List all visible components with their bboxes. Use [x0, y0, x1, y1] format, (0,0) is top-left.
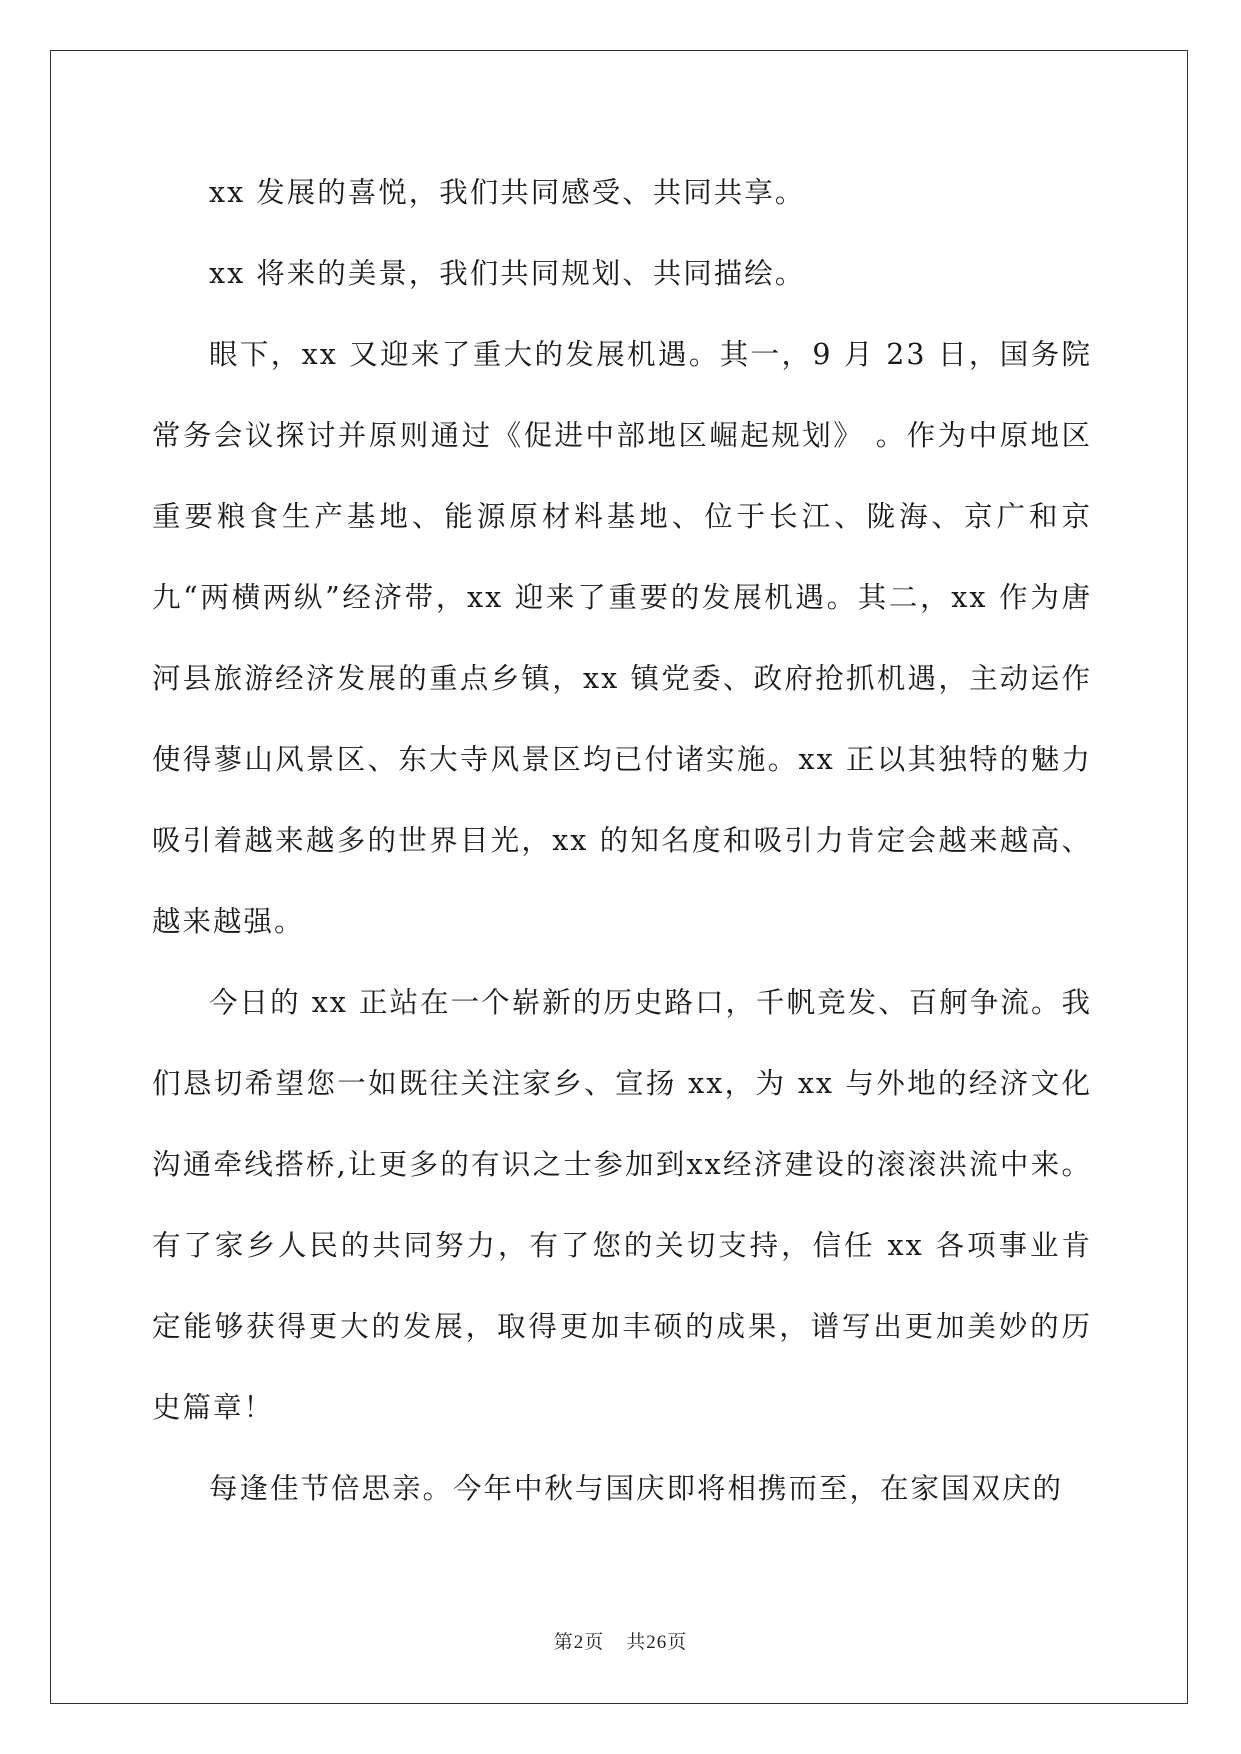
paragraph-3: 眼下，xx 又迎来了重大的发展机遇。其一，9 月 23 日，国务院常务会议探讨并原则通过《促进中部地区崛起规划》 。作为中原地区重要粮食生产基地、能源原材料基地、位于长江、陇海、京广和京九“两横两纵”经济带，xx 迎来了重要的发展机遇。其二，xx 作为唐河县旅游经济发展的重点乡镇，xx 镇党委、政府抢抓机遇，主动运作使得蓼山风景区、东大寺风景区均已付诸实施。xx 正以其独特的魅力吸引着越来越多的世界目光，xx 的知名度和吸引力肯定会越来越高、越来越强。 [152, 338, 1092, 938]
paragraph-1: xx 发展的喜悦，我们共同感受、共同共享。 [209, 176, 806, 209]
page-suffix: 页 [584, 1631, 605, 1653]
paragraph-5: 每逢佳节倍思亲。今年中秋与国庆即将相携而至，在家国双庆的 [209, 1472, 1064, 1505]
total-prefix: 共 [626, 1631, 647, 1653]
document-body [152, 152, 1092, 1529]
page-current: 2 [573, 1632, 585, 1653]
total-suffix: 页 [667, 1631, 688, 1653]
page-total: 26 [646, 1632, 668, 1653]
page-prefix: 第 [553, 1631, 574, 1653]
page-footer [0, 1627, 1241, 1654]
paragraph-2: xx 将来的美景，我们共同规划、共同描绘。 [209, 257, 806, 290]
paragraph-4: 今日的 xx 正站在一个崭新的历史路口，千帆竞发、百舸争流。我们恳切希望您一如既往关注家乡、宣扬 xx，为 xx 与外地的经济文化沟通牵线搭桥,让更多的有识之士参加到xx经济建设的滚滚洪流中来。有了家乡人民的共同努力，有了您的关切支持，信任 xx 各项事业肯定能够获得更大的发展，取得更加丰硕的成果，谱写出更加美妙的历史篇章！ [152, 986, 1092, 1424]
